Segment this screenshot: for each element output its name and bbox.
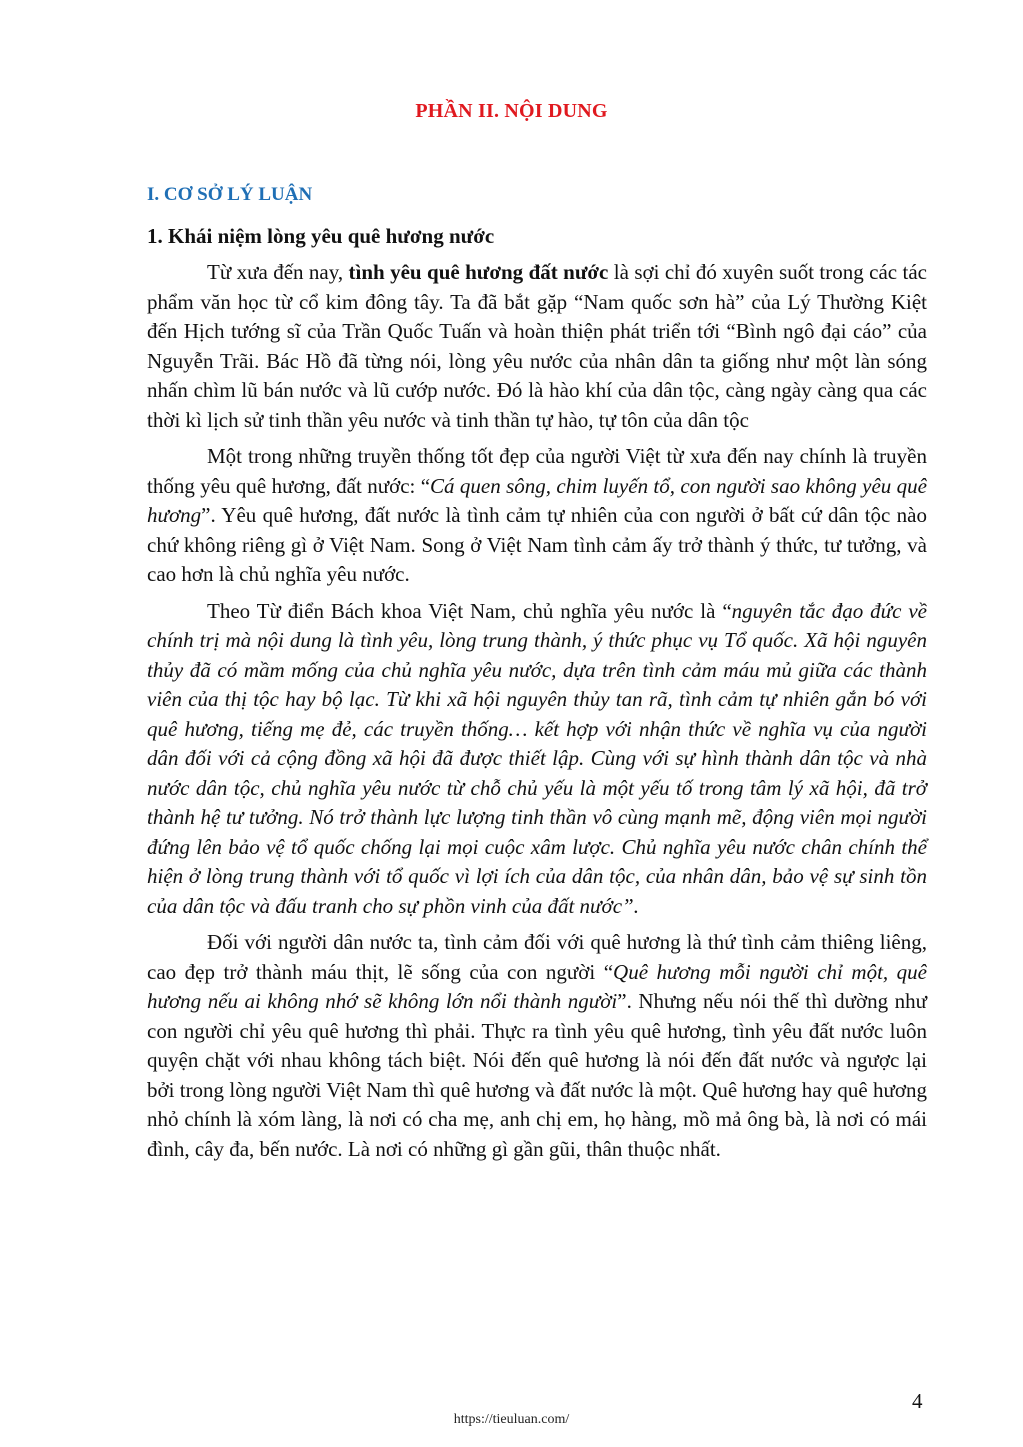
section-title: I. CƠ SỞ LÝ LUẬN bbox=[147, 184, 313, 205]
footer-url: https://tieuluan.com/ bbox=[453, 1412, 570, 1427]
paragraph-3-quote: nguyên tắc đạo đức về chính trị mà nội dung là tình yêu, lòng trung thành, ý thức phục vụ Tổ quốc. Xã hội nguyên thủy đã có mầm mống của chủ nghĩa yêu nước, dựa trên tình cảm máu mủ giữa các thành viên của thị tộc hay bộ lạc. Từ khi xã hội nguyên thủy tan rã, tình cảm tự nhiên gắn bó với quê hương, tiếng mẹ đẻ, các truyền thống… kết hợp với nhận thức về nghĩa vụ của người dân đối với cả cộng đồng xã hội đã được thiết lập. Cùng với sự hình thành dân tộc và nhà nước dân tộc, chủ nghĩa yêu nước từ chỗ chủ yếu là một yếu tố trong tâm lý xã hội, đã trở thành hệ tư tưởng. Nó trở thành lực lượng tinh thần vô cùng mạnh mẽ, động viên mọi người đứng lên bảo vệ tổ quốc chống lại mọi cuộc xâm lược. Chủ nghĩa yêu nước chân chính thể hiện ở lòng trung thành với tổ quốc vì lợi ích của dân tộc, của nhân dân, bảo vệ sự sinh tồn của dân tộc và đấu tranh cho sự phồn vinh của đất nước”. bbox=[147, 598, 927, 918]
part-title: PHẦN II. NỘI DUNG bbox=[415, 100, 608, 122]
subsection-title: 1. Khái niệm lòng yêu quê hương nước bbox=[147, 224, 495, 248]
paragraph-4-quote: Quê hương mỗi người chỉ một, quê hương nếu ai không nhớ sẽ không lớn nổi thành người bbox=[147, 959, 927, 1013]
paragraph-2-lead: Một trong những truyền thống tốt đẹp của người Việt từ xưa đến nay chính là truyền thống yêu quê hương, đất nước: “ bbox=[147, 444, 927, 498]
page-number: 4 bbox=[912, 1389, 923, 1413]
paragraph-1 bbox=[147, 258, 927, 435]
paragraph-3-lead: Theo Từ điển Bách khoa Việt Nam, chủ nghĩa yêu nước là “ bbox=[207, 598, 732, 623]
paragraph-3 bbox=[147, 597, 927, 922]
paragraph-2 bbox=[147, 442, 927, 590]
paragraph-1-rest: là sợi chỉ đó xuyên suốt trong các tác phẩm văn học từ cổ kim đông tây. Ta đã bắt gặp “Nam quốc sơn hà” của Lý Thường Kiệt đến Hịch tướng sĩ của Trần Quốc Tuấn và hoàn thiện phát triển tới “Bình ngô đại cáo” của Nguyễn Trãi. Bác Hồ đã từng nói, lòng yêu nước của nhân dân ta giống như một làn sóng nhấn chìm lũ bán nước và lũ cướp nước. Đó là hào khí của dân tộc, càng ngày càng qua các thời kì lịch sử tinh thần yêu nước và tinh thần tự hào, tự tôn của dân tộc bbox=[147, 260, 927, 432]
paragraph-4-lead: Đối với người dân nước ta, tình cảm đối với quê hương là thứ tình cảm thiêng liêng, cao đẹp trở thành máu thịt, lẽ sống của con người “ bbox=[147, 930, 927, 984]
paragraph-1-lead: Từ xưa đến nay, bbox=[207, 260, 349, 284]
paragraph-2-rest: ”. Yêu quê hương, đất nước là tình cảm tự nhiên của con người ở bất cứ dân tộc nào chứ không riêng gì ở Việt Nam. Song ở Việt Nam tình cảm ấy trở thành ý thức, tư tưởng, và cao hơn là chủ nghĩa yêu nước. bbox=[147, 503, 927, 586]
paragraph-1-bold: tình yêu quê hương đất nước bbox=[348, 260, 609, 284]
paragraph-2-quote: Cá quen sông, chim luyến tổ, con người sao không yêu quê hương bbox=[147, 473, 927, 527]
paragraph-4-rest: ”. Nhưng nếu nói thế thì dường như con người chỉ yêu quê hương thì phải. Thực ra tình yêu quê hương, tình yêu đất nước luôn quyện chặt với nhau không tách biệt. Nói đến quê hương là nói đến đất nước và ngược lại bởi trong lòng người Việt Nam thì quê hương và đất nước là một. Quê hương hay quê hương nhỏ chính là xóm làng, là nơi có cha mẹ, anh chị em, họ hàng, mồ mả ông bà, là nơi có mái đình, cây đa, bến nước. Là nơi có những gì gần gũi, thân thuộc nhất. bbox=[147, 989, 928, 1161]
paragraph-4 bbox=[147, 928, 927, 1164]
body-text bbox=[147, 258, 927, 1171]
